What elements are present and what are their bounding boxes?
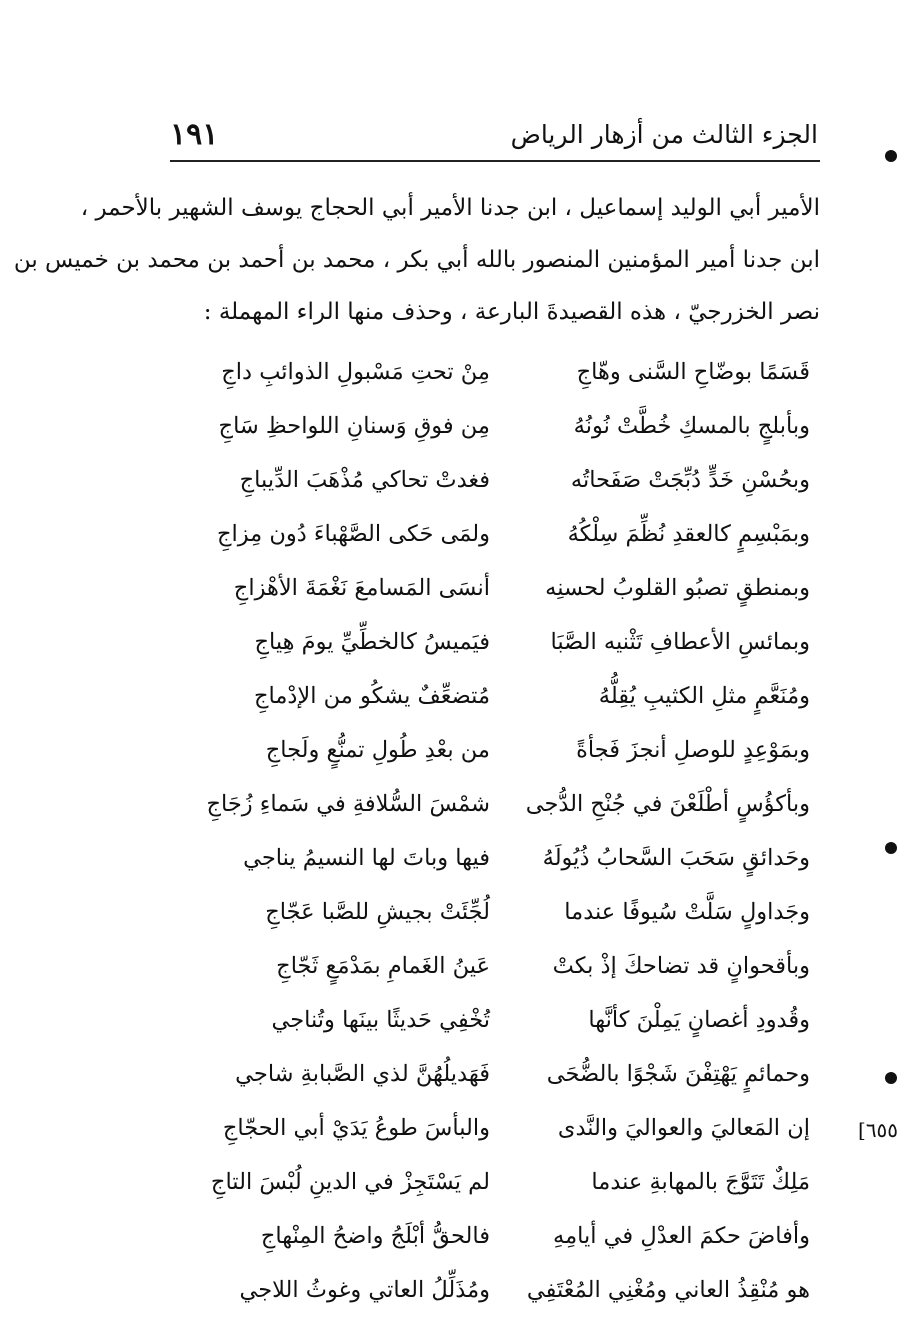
page-header	[170, 112, 818, 156]
prose-line: ابن جدنا أمير المؤمنين المنصور بالله أبي بكر ، محمد بن أحمد بن محمد بن خميس بن	[13, 247, 820, 273]
running-title: الجزء الثالث من أزهار الرياض	[510, 119, 818, 149]
second-hemistich: فيَميسُ كالخطِّيِّ يومَ هِياجِ	[254, 629, 490, 655]
first-hemistich: وأفاضَ حكمَ العدْلِ في أيامِهِ	[553, 1223, 810, 1249]
second-hemistich: ولمَى حَكى الصَّهْباءَ دُون مِزاجِ	[216, 521, 490, 547]
first-hemistich: وبأقحوانٍ قد تضاحكَ إذْ بكتْ	[552, 953, 810, 979]
verse	[190, 723, 810, 777]
margin-page-reference: [٦٥٥	[858, 1118, 899, 1142]
verse	[190, 345, 810, 399]
verse	[190, 1047, 810, 1101]
verse	[190, 993, 810, 1047]
verse	[190, 885, 810, 939]
page-number: ١٩١	[170, 116, 219, 152]
prose-line: الأمير أبي الوليد إسماعيل ، ابن جدنا الأمير أبي الحجاج يوسف الشهير بالأحمر ،	[80, 195, 820, 221]
verse	[190, 1263, 810, 1317]
verse	[190, 1209, 810, 1263]
margin-dot	[885, 150, 897, 162]
first-hemistich: وبمائسِ الأعطافِ تَثْنيه الصَّبَا	[550, 629, 810, 655]
second-hemistich: لم يَسْتَجِزْ في الدينِ لُبْسَ التاجِ	[210, 1169, 490, 1195]
second-hemistich: عَينُ الغَمامِ بمَدْمَعٍ ثَجّاجِ	[276, 953, 490, 979]
first-hemistich: وحَدائقٍ سَحَبَ السَّحابُ ذُيُولَهُ	[542, 845, 810, 871]
verse	[190, 561, 810, 615]
poem	[190, 345, 810, 1317]
margin-dot	[885, 842, 897, 854]
first-hemistich: وبحُسْنِ خَدٍّ دُبِّجَتْ صَفَحاتُه	[570, 467, 810, 493]
margin-dot	[885, 1072, 897, 1084]
second-hemistich: مِنْ تحتِ مَسْبولِ الذوائبِ داجِ	[221, 359, 490, 385]
second-hemistich: مِن فوقِ وَسنانِ اللواحظِ سَاجِ	[218, 413, 490, 439]
verse	[190, 453, 810, 507]
second-hemistich: من بعْدِ طُولِ تمنُّعٍ ولَجاجِ	[265, 737, 490, 763]
verse	[190, 1155, 810, 1209]
verse	[190, 507, 810, 561]
prose-paragraph	[13, 182, 820, 338]
second-hemistich: شمْسَ السُّلافةِ في سَماءِ زُجَاجِ	[206, 791, 490, 817]
second-hemistich: أنسَى المَسامعَ نَغْمَةَ الأهْزاجِ	[233, 575, 490, 601]
first-hemistich: هو مُنْقِذُ العاني ومُغْنِي المُعْتَفِي	[526, 1277, 810, 1303]
first-hemistich: وبمَوْعِدٍ للوصلِ أنجزَ فَجأةً	[576, 737, 810, 763]
first-hemistich: ومُنَعَّمٍ مثلِ الكثيبِ يُقِلُّهُ	[598, 683, 810, 709]
second-hemistich: والبأسَ طوعُ يَدَيْ أبي الحجّاجِ	[222, 1115, 490, 1141]
first-hemistich: وبمَبْسِمٍ كالعقدِ نُظِّمَ سِلْكُهُ	[567, 521, 810, 547]
first-hemistich: مَلِكٌ تَتَوَّجَ بالمهابةِ عندما	[591, 1169, 810, 1195]
verse	[190, 777, 810, 831]
second-hemistich: مُتضعِّفٌ يشكُو من الإدْماجِ	[253, 683, 490, 709]
verse	[190, 669, 810, 723]
first-hemistich: وجَداولٍ سَلَّتْ سُيوفًا عندما	[564, 899, 810, 925]
second-hemistich: فغدتْ تحاكي مُذْهَبَ الدِّيباجِ	[239, 467, 490, 493]
verse	[190, 1101, 810, 1155]
prose-line: نصر الخزرجيّ ، هذه القصيدةَ البارعة ، وحذف منها الراء المهملة :	[203, 299, 820, 325]
verse	[190, 939, 810, 993]
second-hemistich: ومُذَلِّلُ العاتي وغوثُ اللاجي	[239, 1277, 490, 1303]
first-hemistich: وبأبلجٍ بالمسكِ خُطَّتْ نُونُهُ	[573, 413, 810, 439]
first-hemistich: وقُدودِ أغصانٍ يَمِلْنَ كأنَّها	[588, 1007, 810, 1033]
first-hemistich: وبأكؤُسٍ أطْلَعْنَ في جُنْحِ الدُّجى	[525, 791, 810, 817]
first-hemistich: وحمائمٍ يَهْتِفْنَ شَجْوًا بالضُّحَى	[546, 1061, 810, 1087]
second-hemistich: فَهَديلُهُنَّ لذي الصَّبابةِ شاجي	[235, 1061, 490, 1087]
verse	[190, 831, 810, 885]
header-rule	[170, 160, 820, 162]
first-hemistich: إن المَعاليَ والعواليَ والنَّدى	[557, 1115, 810, 1141]
first-hemistich: وبمنطقٍ تصبُو القلوبُ لحسنِه	[545, 575, 810, 601]
second-hemistich: فالحقُّ أبْلَجُ واضحُ المِنْهاجِ	[260, 1223, 490, 1249]
second-hemistich: تُخْفِي حَديثًا بينَها وتُناجي	[271, 1007, 490, 1033]
verse	[190, 399, 810, 453]
second-hemistich: لُجِّئَتْ بجيشِ للصَّبا عَجّاجِ	[265, 899, 490, 925]
second-hemistich: فيها وباتَ لها النسيمُ يناجي	[243, 845, 490, 871]
first-hemistich: قَسَمًا بوضّاحِ السَّنى وهّاجِ	[576, 359, 810, 385]
verse	[190, 615, 810, 669]
